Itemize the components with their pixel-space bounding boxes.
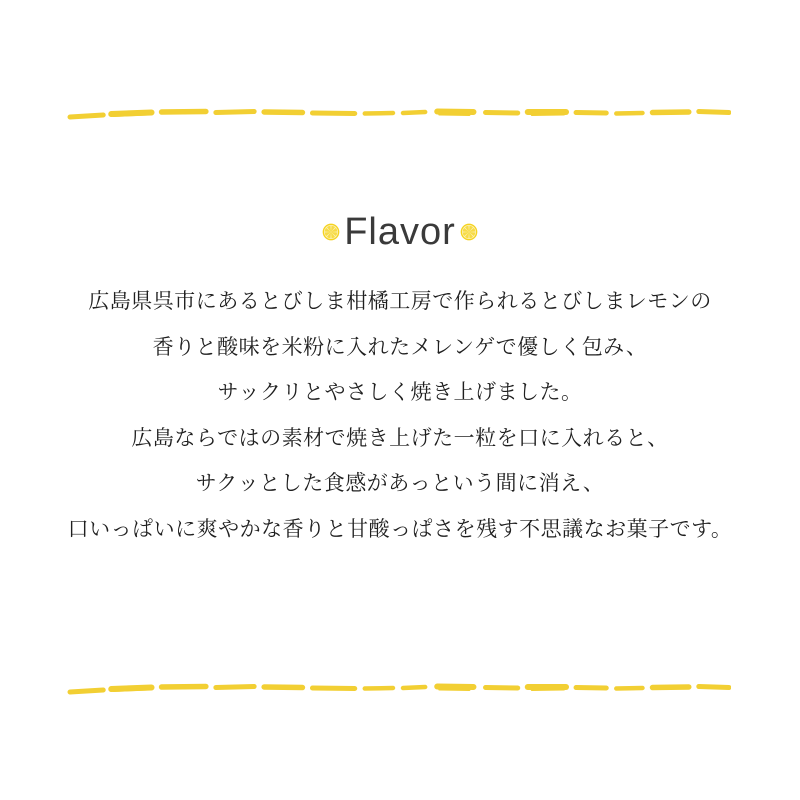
description-line: サクッとした食感があっという間に消え、	[195, 471, 605, 495]
flavor-heading-text: Flavor	[344, 211, 456, 253]
hand-drawn-divider-top	[67, 103, 731, 123]
flavor-heading	[0, 209, 800, 255]
lemon-slice-icon	[321, 222, 341, 242]
description-line: 香りと酸味を米粉に入れたメレンゲで優しく包み、	[152, 334, 648, 359]
description-line: 口いっぱいに爽やかな香りと甘酸っぱさを残す不思議なお菓子です。	[67, 516, 733, 541]
description-line: サックリとやさしく焼き上げました。	[217, 380, 583, 404]
lemon-slice-icon	[459, 222, 479, 242]
hand-drawn-divider-bottom	[67, 678, 731, 698]
flavor-description	[40, 279, 760, 552]
description-line: 広島ならではの素材で焼き上げた一粒を口に入れると、	[131, 425, 669, 450]
description-line: 広島県呉市にあるとびしま柑橘工房で作られるとびしまレモンの	[88, 289, 712, 313]
